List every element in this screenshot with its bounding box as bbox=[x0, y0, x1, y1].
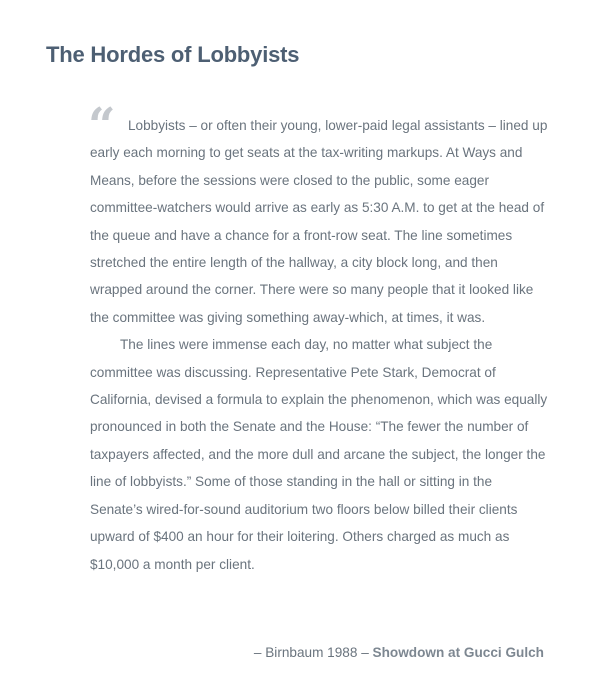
quote-attribution bbox=[254, 645, 544, 660]
page-title: The Hordes of Lobbyists bbox=[46, 42, 300, 67]
attribution-author: – Birnbaum 1988 – bbox=[253, 645, 369, 660]
quote-paragraph-1: Lobbyists – or often their young, lower-paid legal assistants – lined up early each morning to get seats at the tax-writing markups. At Ways and Means, before the sessions were closed to the public, some eager committee-watchers would arrive as early as 5:30 A.M. to get at the head of the queue and have a chance for a front-row seat. The line sometimes stretched the entire length of the hallway, a city block long, and then wrapped around the corner. There were so many people that it looked like the committee was giving something away-which, at times, it was. bbox=[90, 118, 548, 325]
quote-icon: “ bbox=[88, 98, 116, 154]
blockquote bbox=[88, 98, 548, 578]
attribution-book-title: Showdown at Gucci Gulch bbox=[372, 645, 544, 660]
quote-paragraph-2: The lines were immense each day, no matter what subject the committee was discussing. Representative Pete Stark, Democrat of California, devised a formula to explain the phenomenon, which was equally pronounced in both the Senate and the House: “The fewer the number of taxpayers affected, and the more dull and arcane the subject, the longer the line of lobbyists.” Some of those standing in the hall or sitting in the Senate’s wired-for-sound auditorium two floors below billed their clients upward of $400 an hour for their loitering. Others charged as much as $10,000 a month per client. bbox=[90, 337, 548, 572]
